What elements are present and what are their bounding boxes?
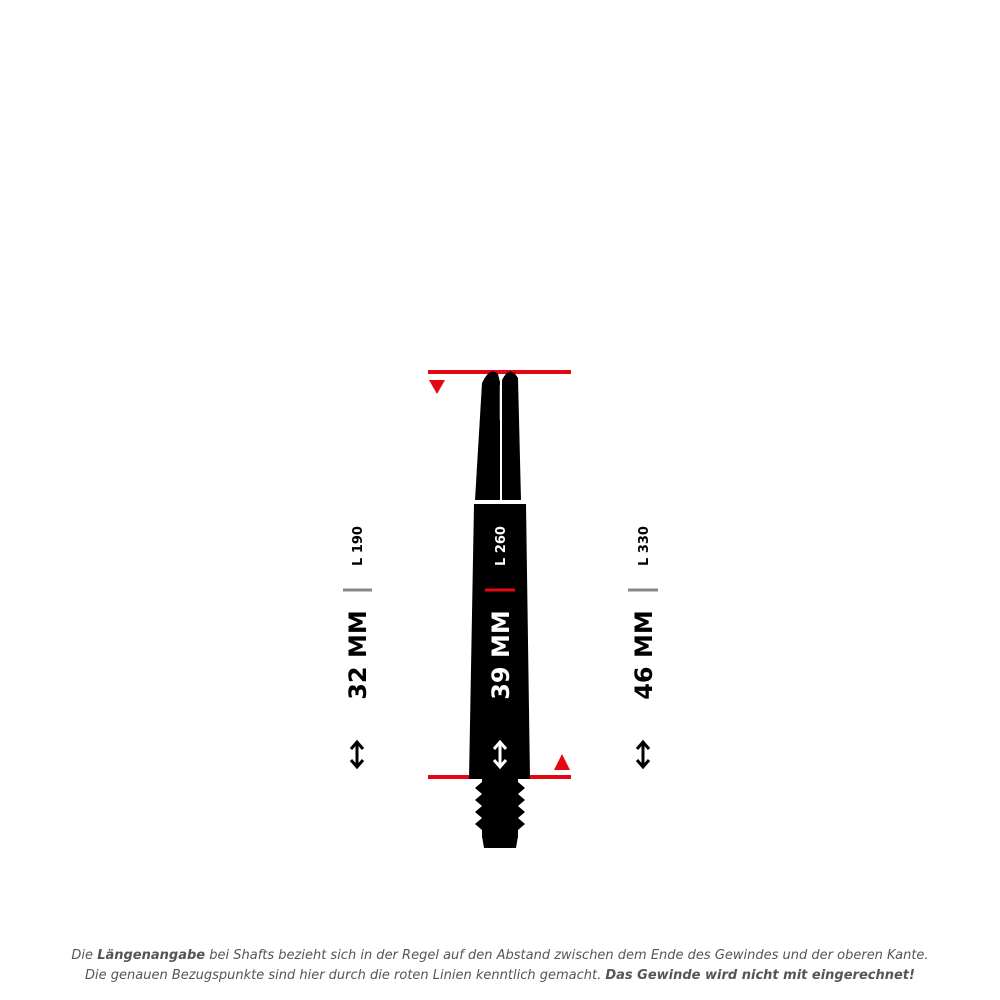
center-length-label: 39 MM [487,610,515,700]
footnote-text: bei Shafts bezieht sich in der Regel auf den Abstand zwischen dem Ende des Gewindes und der oberen Kante. [205,948,929,963]
footnote-emphasis: Das Gewinde wird nicht mit eingerechnet! [605,968,915,983]
left-length-label: 32 MM [344,610,372,700]
right-length-label: 46 MM [630,610,658,700]
left-arrow-icon [351,742,363,767]
right-arrow-icon [637,742,649,767]
right-code-label: L 330 [637,526,652,566]
shaft-body [469,371,530,848]
footnote-text: Die [71,948,98,963]
footnote-emphasis: Längenangabe [97,948,206,963]
footnote [0,946,1000,986]
footnote-text: Die genauen Bezugspunkte sind hier durch die roten Linien kenntlich gemacht. [85,968,606,983]
left-code-label: L 190 [351,526,366,566]
footnote-line-1 [0,946,1000,966]
bottom-marker-triangle [554,754,570,770]
footnote-line-2 [0,966,1000,986]
center-code-label: L 260 [494,526,509,566]
top-marker-triangle [429,380,445,394]
